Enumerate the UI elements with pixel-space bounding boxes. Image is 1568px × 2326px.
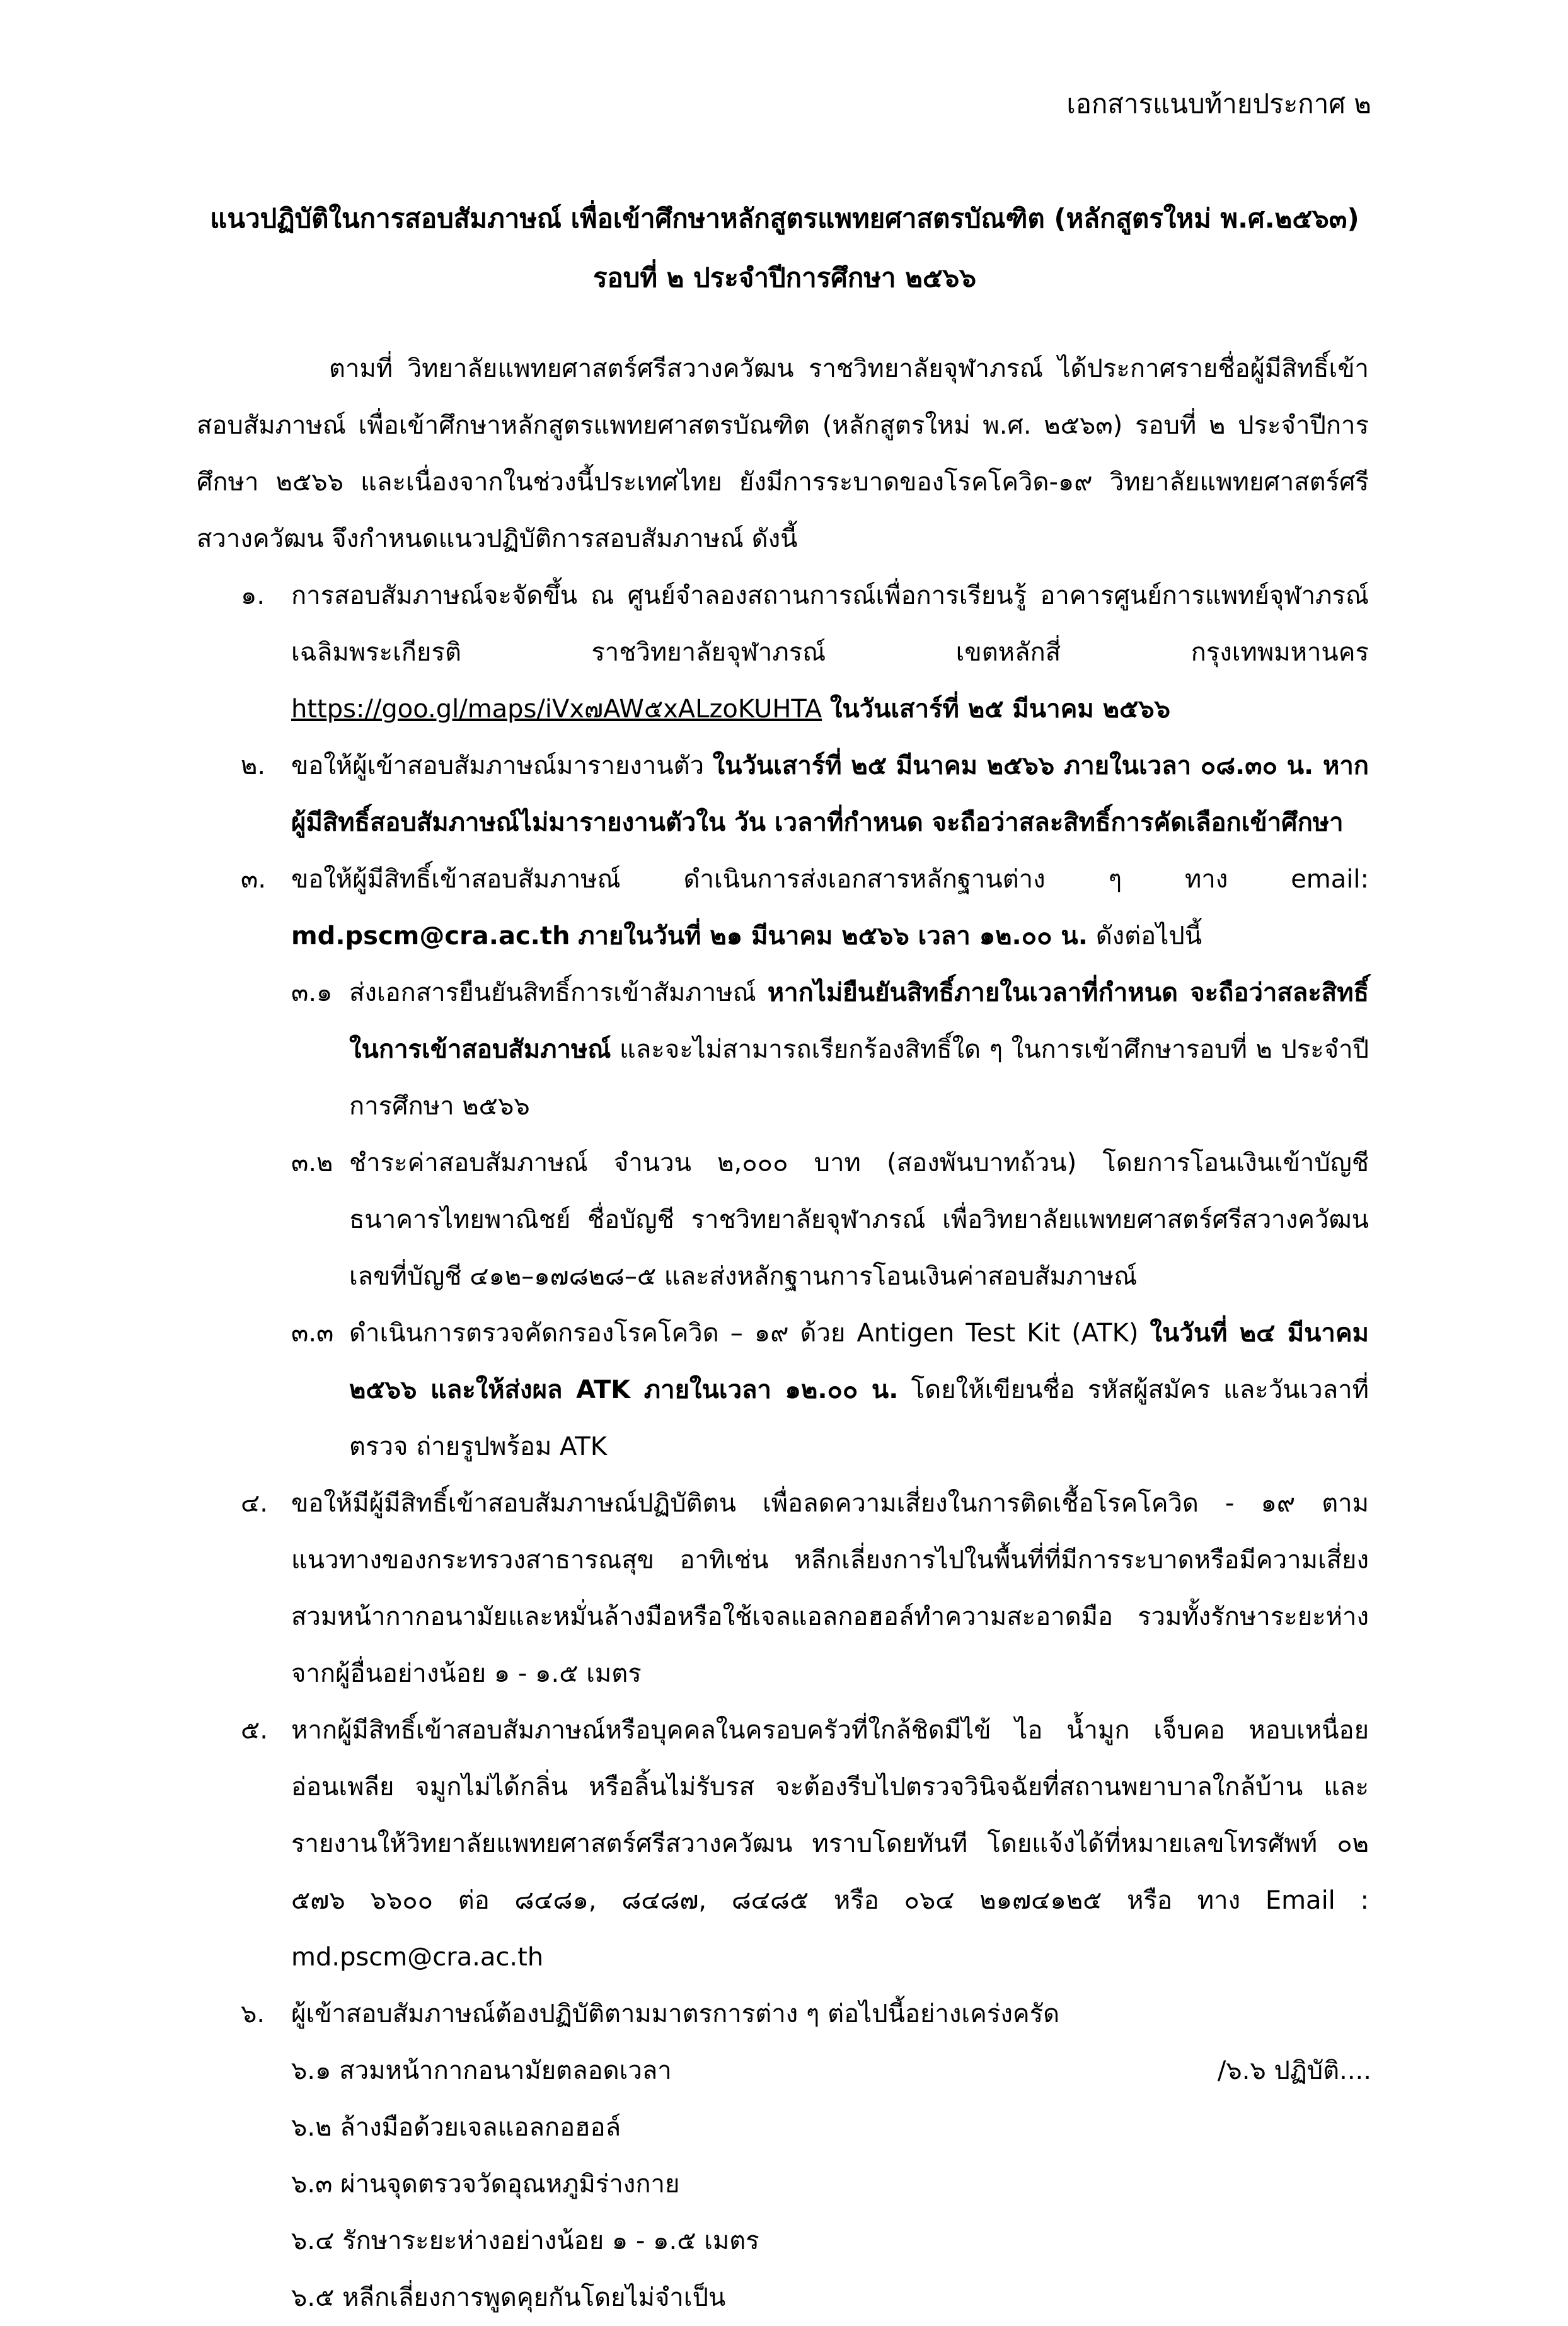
- sub-item-tail: โดยให้เขียนชื่อ รหัสผู้สมัคร และวันเวลาที่ตรวจ ถ่ายรูปพร้อม ATK: [349, 1375, 1369, 1461]
- item-text: [291, 738, 1369, 851]
- sub-item-number: ๓.๑: [291, 978, 333, 1007]
- title-line-2: รอบที่ ๒ ประจำปีการศึกษา ๒๕๖๖: [592, 262, 977, 293]
- sub-item-number: ๓.๓: [291, 1319, 334, 1348]
- measure-6-5: ๖.๕ หลีกเลี่ยงการพูดคุยกันโดยไม่จำเป็น: [291, 2283, 726, 2312]
- title-line-1: แนวปฏิบัติในการสอบสัมภาษณ์ เพื่อเข้าศึกษาหลักสูตรแพทยศาสตรบัณฑิต (หลักสูตรใหม่ พ.ศ.๒๕๖๓): [210, 203, 1359, 234]
- sub-item-text: ชำระค่าสอบสัมภาษณ์ จำนวน ๒,๐๐๐ บาท (สองพันบาทถ้วน) โดยการโอนเงินเข้าบัญชีธนาคารไทยพาณิชย์ ชื่อบัญชี ราชวิทยาลัยจุฬาภรณ์ เพื่อวิทยาลัยแพทยศาสตร์ศรีสวางควัฒน เลขที่บัญชี ๔๑๒–๑๗๘๒๘–๕ และส่งหลักฐานการโอนเงินค่าสอบสัมภาษณ์: [349, 1149, 1369, 1291]
- intro-paragraph: ตามที่ วิทยาลัยแพทยศาสตร์ศรีสวางควัฒน ราชวิทยาลัยจุฬาภรณ์ ได้ประกาศรายชื่อผู้มีสิทธิ์เข้าสอบสัมภาษณ์ เพื่อเข้าศึกษาหลักสูตรแพทยศาสตรบัณฑิต (หลักสูตรใหม่ พ.ศ. ๒๕๖๓) รอบที่ ๒ ประจำปีการศึกษา ๒๕๖๖ และเนื่องจากในช่วงนี้ประเทศไทย ยังมีการระบาดของโรคโควิด-๑๙ วิทยาลัยแพทยศาสตร์ศรีสวางควัฒน จึงกำหนดแนวปฏิบัติการสอบสัมภาษณ์ ดังนี้: [197, 354, 1369, 553]
- sub-item-text: [349, 1305, 1369, 1475]
- item-body: ขอให้ผู้มีสิทธิ์เข้าสอบสัมภาษณ์ ดำเนินการส่งเอกสารหลักฐานต่าง ๆ ทาง email:: [291, 865, 1369, 894]
- list-item-1: [197, 567, 1369, 738]
- document-attachment-label: เอกสารแนบท้ายประกาศ ๒: [1066, 88, 1371, 119]
- map-link[interactable]: https://goo.gl/maps/iVx๗AW๕xALzoKUHTA: [291, 695, 822, 724]
- item-text: ขอให้มีผู้มีสิทธิ์เข้าสอบสัมภาษณ์ปฏิบัติตน เพื่อลดความเสี่ยงในการติดเชื้อโรคโควิด - ๑๙ ตามแนวทางของกระทรวงสาธารณสุข อาทิเช่น หลีกเลี่ยงการไปในพื้นที่ที่มีการระบาดหรือมีความเสี่ยง สวมหน้ากากอนามัยและหมั่นล้างมือหรือใช้เจลแอลกอฮอล์ทำความสะอาดมือ รวมทั้งรักษาระยะห่างจากผู้อื่นอย่างน้อย ๑ - ๑.๕ เมตร: [291, 1489, 1369, 1688]
- email-address: md.pscm@cra.ac.th: [291, 922, 570, 951]
- item-number: ๔.: [241, 1489, 268, 1518]
- item-emphasis: ภายในวันที่ ๒๑ มีนาคม ๒๕๖๖ เวลา ๑๒.๐๐ น.: [578, 922, 1088, 951]
- item-text: ผู้เข้าสอบสัมภาษณ์ต้องปฏิบัติตามมาตรการต่าง ๆ ต่อไปนี้อย่างเคร่งครัด: [291, 1999, 1060, 2028]
- item-body: การสอบสัมภาษณ์จะจัดขึ้น ณ ศูนย์จำลองสถานการณ์เพื่อการเรียนรู้ อาคารศูนย์การแพทย์จุฬาภรณ์เฉลิมพระเกียรติ ราชวิทยาลัยจุฬาภรณ์ เขตหลักสี่ กรุงเทพมหานคร: [291, 581, 1369, 667]
- item-text: หากผู้มีสิทธิ์เข้าสอบสัมภาษณ์หรือบุคคลในครอบครัวที่ใกล้ชิดมีไข้ ไอ น้ำมูก เจ็บคอ หอบเหนื่อย อ่อนเพลีย จมูกไม่ได้กลิ่น หรือลิ้นไม่รับรส จะต้องรีบไปตรวจวินิจฉัยที่สถานพยาบาลใกล้บ้าน และรายงานให้วิทยาลัยแพทยศาสตร์ศรีสวางควัฒน ทราบโดยทันที โดยแจ้งได้ที่หมายเลขโทรศัพท์ ๐๒ ๕๗๖ ๖๖๐๐ ต่อ ๘๔๘๑, ๘๔๘๗, ๘๔๘๕ หรือ ๐๖๔ ๒๑๗๔๑๒๕ หรือ ทาง Email : md.pscm@cra.ac.th: [291, 1716, 1369, 1972]
- list-item-6: [197, 1986, 1369, 2042]
- item-number: ๓.: [241, 865, 267, 894]
- list-item-2: [197, 738, 1369, 851]
- list-item-5: [197, 1702, 1369, 1986]
- sub-item-text: [349, 964, 1369, 1135]
- sub-item-3-2: [197, 1135, 1369, 1305]
- item-number: ๑.: [241, 581, 265, 610]
- measure-6-4: ๖.๔ รักษาระยะห่างอย่างน้อย ๑ - ๑.๕ เมตร: [291, 2226, 759, 2255]
- list-item-3: [197, 851, 1369, 964]
- measure-6-1: ๖.๑ สวมหน้ากากอนามัยตลอดเวลา: [291, 2056, 672, 2085]
- item-text: [291, 851, 1369, 964]
- item-tail: ดังต่อไปนี้: [1095, 922, 1202, 951]
- item-text: [291, 567, 1369, 738]
- item-emphasis: ในวันเสาร์ที่ ๒๕ มีนาคม ๒๕๖๖: [829, 695, 1171, 724]
- sub-item-3-3: [197, 1305, 1369, 1475]
- sub-item-3-1: [197, 964, 1369, 1135]
- document-body: [197, 340, 1369, 2326]
- item-number: ๕.: [241, 1716, 268, 1745]
- sub-item-body: ส่งเอกสารยืนยันสิทธิ์การเข้าสัมภาษณ์: [349, 978, 756, 1007]
- document-title: [189, 189, 1380, 308]
- item-number: ๖.: [241, 1999, 265, 2028]
- measure-6-2: ๖.๒ ล้างมือด้วยเจลแอลกอฮอล์: [291, 2113, 621, 2142]
- sub-item-tail: และจะไม่สามารถเรียกร้องสิทธิ์ใด ๆ ในการเข้าศึกษารอบที่ ๒ ประจำปีการศึกษา ๒๕๖๖: [349, 1035, 1369, 1121]
- continuation-note: /๖.๖ ปฏิบัติ....: [1217, 2056, 1371, 2085]
- list-item-4: [197, 1475, 1369, 1702]
- item-body: ขอให้ผู้เข้าสอบสัมภาษณ์มารายงานตัว: [291, 751, 705, 780]
- measure-6-3: ๖.๓ ผ่านจุดตรวจวัดอุณหภูมิร่างกาย: [291, 2170, 680, 2199]
- item-number: ๒.: [241, 751, 266, 780]
- sub-item-emphasis: หากไม่ยืนยันสิทธิ์ภายในเวลาที่กำหนด จะถือว่าสละสิทธิ์ในการเข้าสอบสัมภาษณ์: [349, 978, 1369, 1064]
- sub-item-number: ๓.๒: [291, 1149, 333, 1177]
- sub-item-body: ดำเนินการตรวจคัดกรองโรคโควิด – ๑๙ ด้วย Antigen Test Kit (ATK): [349, 1319, 1139, 1348]
- sub-item-emphasis: ในวันที่ ๒๔ มีนาคม ๒๕๖๖ และให้ส่งผล ATK ภายในเวลา ๑๒.๐๐ น.: [349, 1319, 1369, 1404]
- item-emphasis: ในวันเสาร์ที่ ๒๕ มีนาคม ๒๕๖๖ ภายในเวลา ๐๘.๓๐ น. หากผู้มีสิทธิ์สอบสัมภาษณ์ไม่มารายงานตัวใน วัน เวลาที่กำหนด จะถือว่าสละสิทธิ์การคัดเลือกเข้าศึกษา: [291, 751, 1369, 837]
